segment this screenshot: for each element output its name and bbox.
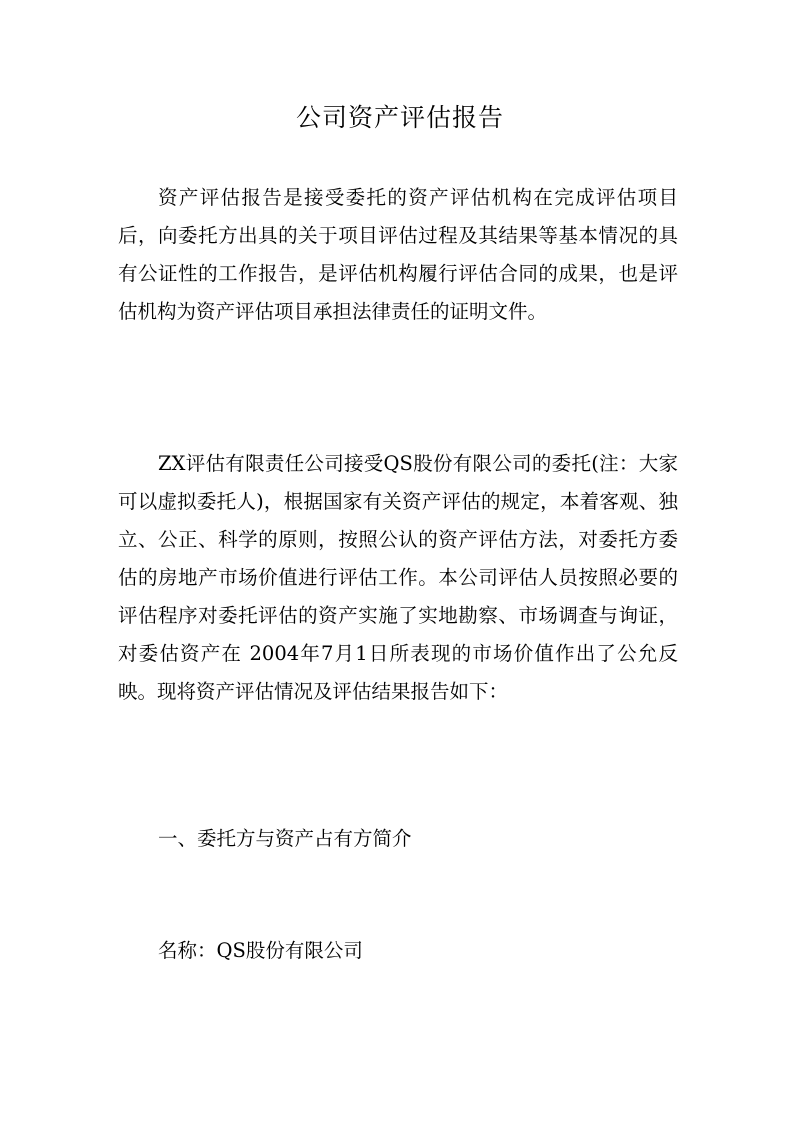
document-title: 公司资产评估报告 xyxy=(295,103,504,132)
company-name-line: 名称：QS股份有限公司 xyxy=(158,939,363,962)
engagement-paragraph: ZX评估有限责任公司接受QS股份有限公司的委托(注：大家可以虚拟委托人)，根据国家有关资产评估的规定，本着客观、独立、公正、科学的原则，按照公认的资产评估方法，对委托方委估的房地产市场价值进行评估工作。本公司评估人员按照必要的评估程序对委托评估的资产实施了实地勘察、市场调查与询证，对委估资产在 2004年7月1日所表现的市场价值作出了公允反映。现将资产评估情况及评估结果报告如下： xyxy=(118,452,678,703)
intro-paragraph: 资产评估报告是接受委托的资产评估机构在完成评估项目后，向委托方出具的关于项目评估过程及其结果等基本情况的具有公证性的工作报告，是评估机构履行评估合同的成果，也是评估机构为资产评估项目承担法律责任的证明文件。 xyxy=(118,186,678,323)
section-heading: 一、委托方与资产占有方简介 xyxy=(158,827,412,850)
